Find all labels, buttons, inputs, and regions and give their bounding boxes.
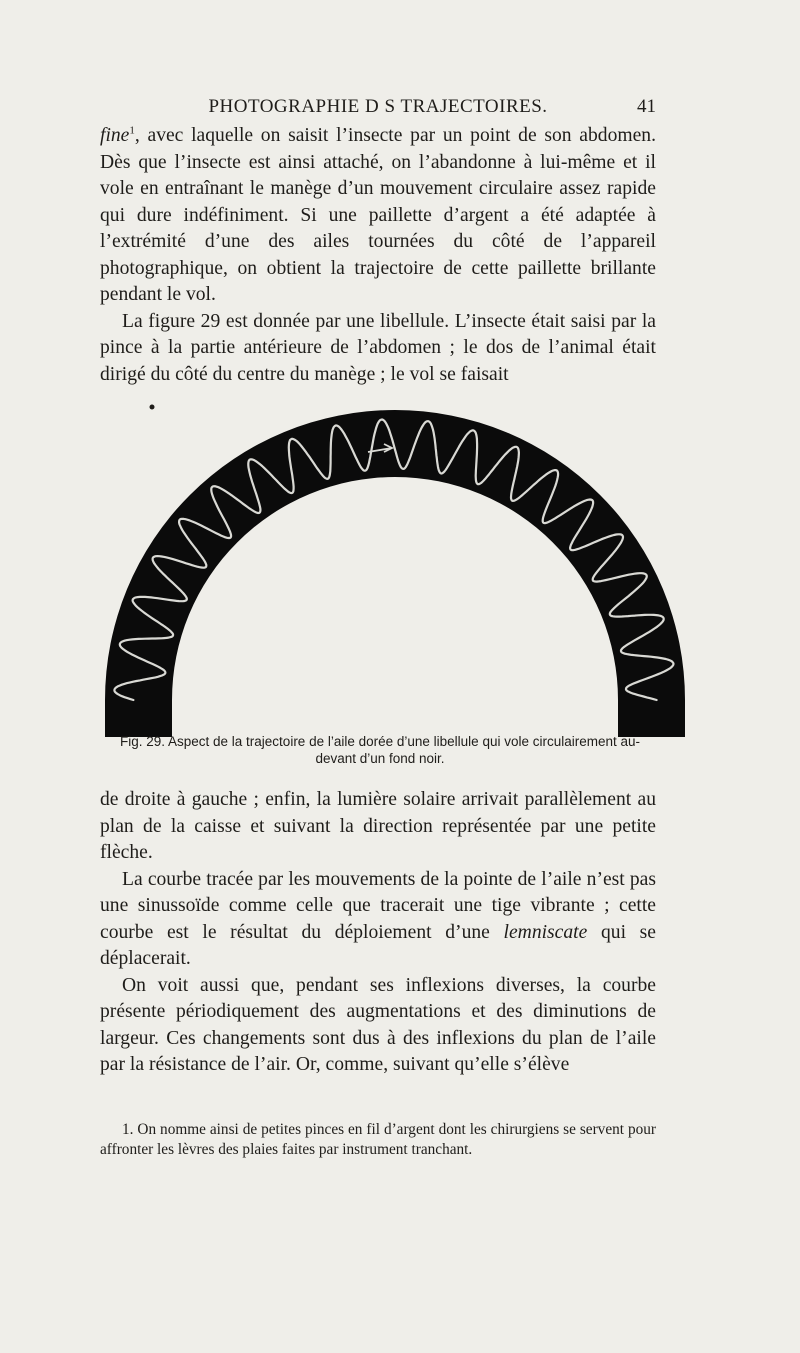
footnote-mark: 1 bbox=[129, 124, 135, 137]
paragraph-1-text: , avec laquelle on saisit l’insecte par un point de son abdomen. Dès que l’insecte est ainsi attaché, on l’abandonne à lui-même et il vole en entraînant le manège d’un mouvement circulaire assez rapide qui dure indéfiniment. Si une paillette d’argent a été adaptée à l’extrémité d’une des ailes tournées du côté de l’appareil photographique, on obtient la trajectoire de cette paillette brillante pendant le vol. bbox=[100, 125, 656, 305]
paragraph-4-text-a: La courbe tracée par les mouvements de la pointe de l’aile n’est pas une sinussoïde comme celle que tracerait une tige vibrante ; cette courbe est le résultat du déploiement d’une bbox=[100, 868, 656, 943]
paragraph-2: La figure 29 est donnée par une libellule. L’insecte était saisi par la pince à la partie antérieure de l’abdomen ; le dos de l’animal était dirigé du côté du centre du manège ; le vol se faisait bbox=[100, 310, 656, 385]
text-block-bottom bbox=[100, 787, 656, 1079]
italic-term: lemniscate bbox=[503, 921, 588, 943]
paragraph-4 bbox=[100, 867, 656, 973]
paragraph-5: On voit aussi que, pendant ses inflexions diverses, la courbe présente périodiquement des augmentations et des diminutions de largeur. Ces changements sont dus à des inflexions du plan de l’aile par la résistance de l’air. Or, comme, suivant qu’elle s’élève bbox=[100, 974, 656, 1075]
dot-marker bbox=[150, 405, 155, 410]
page-number: 41 bbox=[637, 96, 656, 117]
paragraph-3: de droite à gauche ; enfin, la lumière solaire arrivait parallèlement au plan de la caisse et suivant la direction représentée par une petite flèche. bbox=[100, 789, 656, 863]
paragraph-4-text-b: qui se déplacerait. bbox=[100, 921, 656, 969]
black-background-arch bbox=[105, 410, 685, 737]
footnote: 1. On nomme ainsi de petites pinces en fil d’argent dont les chirurgiens se servent pour affronter les lèvres des plaies faites par instrument tranchant. bbox=[100, 1121, 656, 1158]
italic-word: fine bbox=[100, 125, 130, 146]
running-title: PHOTOGRAPHIE D S TRAJECTOIRES. bbox=[208, 96, 548, 117]
figure-caption: Fig. 29. Aspect de la trajectoire de l’aile dorée d’une libellule qui vole circulairement au-devant d’un fond noir. bbox=[119, 734, 641, 766]
